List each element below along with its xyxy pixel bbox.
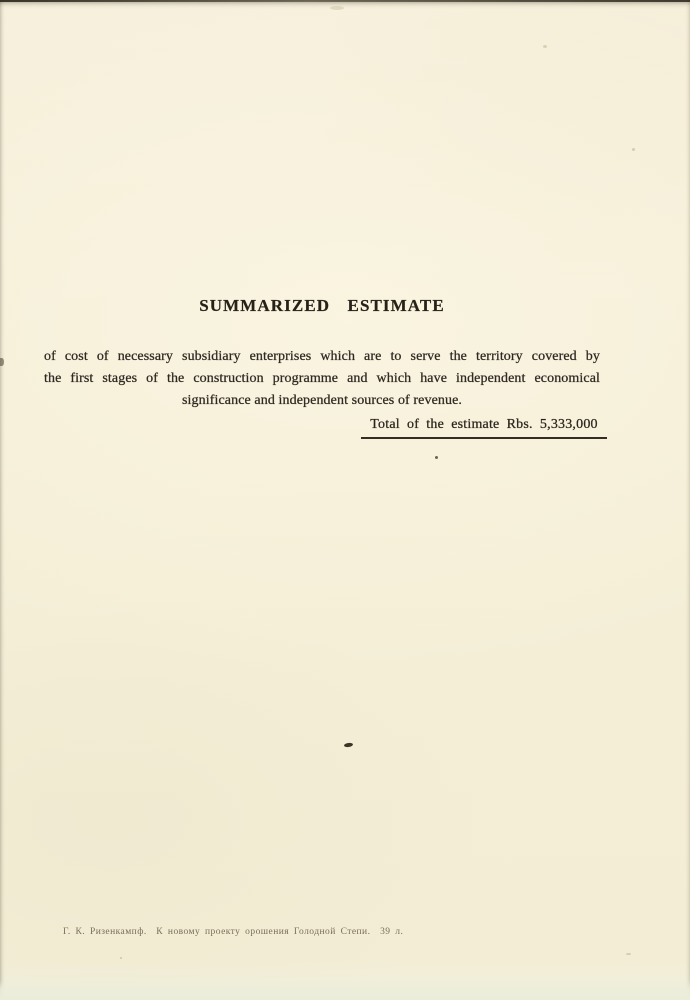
paper-speck — [344, 742, 353, 747]
page-top-edge — [0, 0, 690, 2]
paragraph-line: of cost of necessary subsidiary enterprises which are to serve the territory covered by — [44, 349, 600, 364]
paper-speck — [435, 456, 438, 459]
paper-speck — [632, 148, 635, 151]
paper-speck — [0, 358, 4, 366]
paper-speck — [543, 45, 547, 48]
paragraph-line: significance and independent sources of revenue. — [181, 393, 463, 408]
scan-smudge — [330, 6, 344, 10]
paragraph-line: the first stages of the construction programme and which have independent economical — [44, 371, 600, 386]
page-title: SUMMARIZED ESTIMATE — [199, 296, 445, 315]
paper-speck — [626, 953, 631, 955]
page-bottom-edge — [0, 980, 690, 1000]
paper-speck — [120, 957, 122, 959]
printers-signature-mark: Г. К. Ризенкампф. К новому проекту орошения Голодной Степи. 39 л. — [63, 927, 404, 937]
summary-paragraph — [44, 346, 600, 412]
estimate-total: Total of the estimate Rbs. 5,333,000 — [361, 416, 607, 439]
